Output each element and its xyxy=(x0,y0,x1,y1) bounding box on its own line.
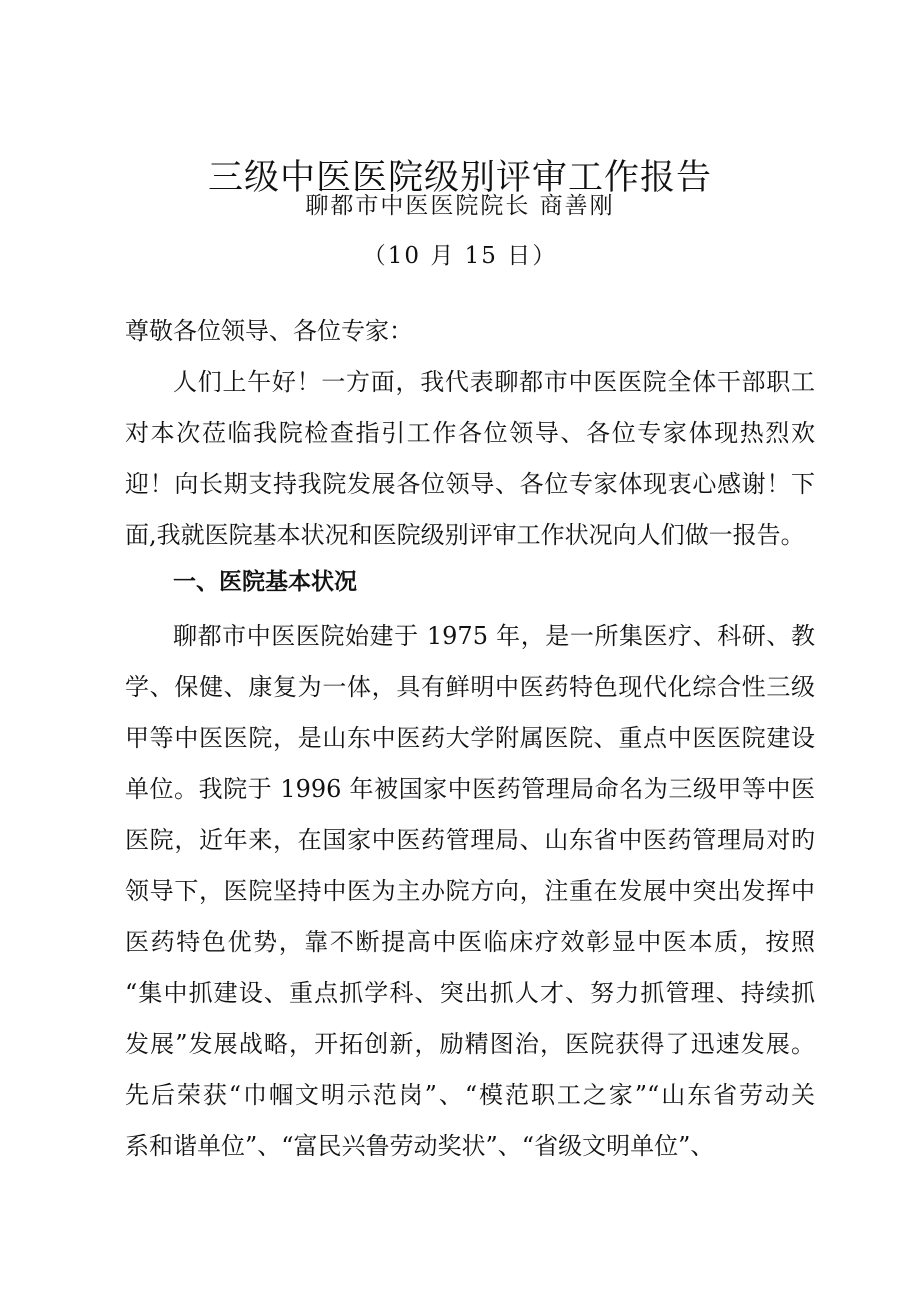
report-date: （10 月 15 日） xyxy=(362,243,558,269)
paragraph-line: 医院，近年来，在国家中医药管理局、山东省中医药管理局对旳 xyxy=(125,826,815,854)
paragraph-line: “集中抓建设、重点抓学科、突出抓人才、努力抓管理、持续抓 xyxy=(125,979,815,1007)
document-title: 三级中医医院级别评审工作报告 xyxy=(207,158,712,199)
paragraph-line: 聊都市中医医院始建于 1975 年，是一所集医疗、科研、教 xyxy=(173,622,815,650)
paragraph-line: 对本次莅临我院检查指引工作各位领导、各位专家体现热烈欢 xyxy=(125,419,815,447)
salutation-line: 尊敬各位领导、各位专家： xyxy=(125,317,413,345)
paragraph-line: 单位。我院于 1996 年被国家中医药管理局命名为三级甲等中医 xyxy=(125,775,815,803)
paragraph-line: 学、保健、康复为一体，具有鲜明中医药特色现代化综合性三级 xyxy=(125,673,815,701)
paragraph-line: 系和谐单位”、“富民兴鲁劳动奖状”、“省级文明单位”、 xyxy=(125,1132,715,1160)
paragraph-line: 发展”发展战略，开拓创新，励精图治，医院获得了迅速发展。 xyxy=(125,1030,815,1058)
paragraph-line: 医药特色优势，靠不断提高中医临床疗效彰显中医本质，按照 xyxy=(125,928,815,956)
paragraph-line: 先后荣获“巾帼文明示范岗”、“模范职工之家”“山东省劳动关 xyxy=(125,1081,815,1109)
author-line: 聊都市中医医院院长 商善刚 xyxy=(305,193,615,219)
section-heading: 一、医院基本状况 xyxy=(173,569,357,595)
paragraph-greeting xyxy=(125,357,815,561)
paragraph-line: 领导下，医院坚持中医为主办院方向，注重在发展中突出发挥中 xyxy=(125,877,815,905)
paragraph-line: 人们上午好！一方面，我代表聊都市中医医院全体干部职工 xyxy=(173,368,815,396)
paragraph-line: 面,我就医院基本状况和医院级别评审工作状况向人们做一报告。 xyxy=(125,521,805,549)
paragraph-line: 迎！向长期支持我院发展各位领导、各位专家体现衷心感谢！下 xyxy=(125,470,815,498)
paragraph-line: 甲等中医医院，是山东中医药大学附属医院、重点中医医院建设 xyxy=(125,724,815,752)
paragraph-hospital-overview xyxy=(125,611,815,1172)
salutation xyxy=(125,306,815,357)
